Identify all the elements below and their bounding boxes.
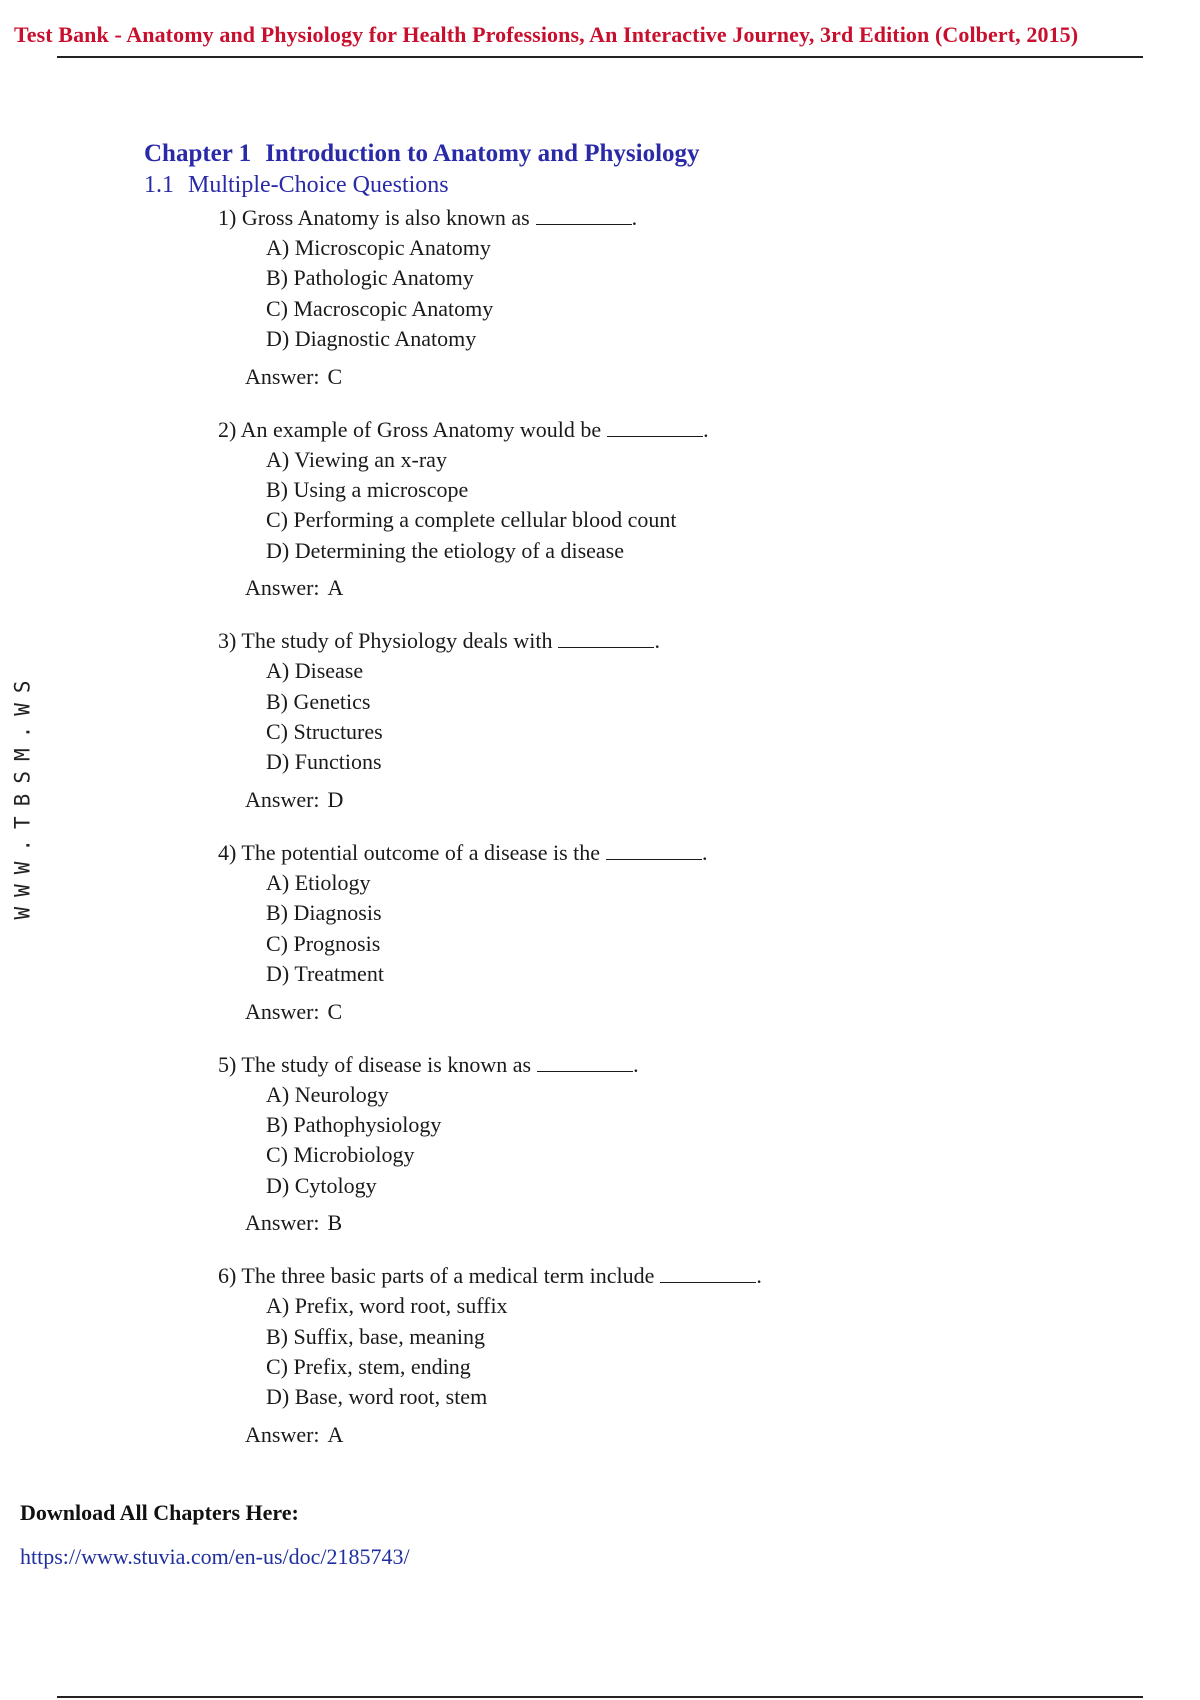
answer-blank [536, 204, 632, 225]
option: D) Functions [266, 749, 382, 775]
question-text: 3) The study of Physiology deals with [218, 628, 553, 654]
question-list [218, 203, 1018, 1473]
question-suffix: . [633, 1051, 639, 1077]
question-text: 1) Gross Anatomy is also known as [218, 205, 530, 230]
option: A) Neurology [266, 1081, 389, 1107]
question-text: 2) An example of Gross Anatomy would be [218, 416, 602, 442]
watermark-text: WWW.TBSM.WS [11, 670, 36, 920]
option: A) Prefix, word root, suffix [266, 1293, 508, 1319]
footer-divider [57, 1696, 1143, 1698]
answer-value: C [327, 363, 343, 389]
option-list [266, 656, 1018, 778]
answer-value: C [327, 998, 343, 1024]
option: C) Prefix, stem, ending [266, 1353, 471, 1379]
option: A) Viewing an x-ray [266, 446, 447, 472]
option: C) Structures [266, 719, 383, 745]
answer-blank [660, 1262, 756, 1283]
chapter-heading [144, 140, 700, 168]
option: D) Determining the etiology of a disease [266, 537, 625, 563]
question-suffix: . [631, 205, 638, 230]
answer-blank [607, 416, 703, 437]
answer-label: Answer: [245, 1421, 320, 1447]
option: A) Disease [266, 658, 364, 684]
answer-blank [558, 627, 654, 648]
question-item [218, 415, 1018, 603]
chapter-title: Introduction to Anatomy and Physiology [265, 140, 700, 167]
option-list [266, 1080, 1018, 1202]
document-header-title: Test Bank - Anatomy and Physiology for Health Professions, An Interactive Journey, 3rd Edition (Colbert, 2015) [14, 22, 1079, 47]
option-list [266, 868, 1018, 990]
question-item [218, 203, 1018, 391]
answer-label: Answer: [245, 1210, 320, 1236]
question-text: 5) The study of disease is known as [218, 1051, 532, 1077]
option: D) Treatment [266, 961, 384, 987]
answer-value: B [327, 1210, 343, 1236]
option: C) Macroscopic Anatomy [266, 295, 494, 321]
section-title: Multiple-Choice Questions [188, 172, 449, 198]
option: C) Prognosis [266, 930, 381, 956]
option: B) Diagnosis [266, 900, 382, 926]
option: B) Suffix, base, meaning [266, 1323, 485, 1349]
answer-value: A [327, 575, 344, 601]
answer-value: D [327, 786, 344, 812]
question-stem [218, 1050, 1018, 1080]
question-stem [218, 1261, 1018, 1291]
question-item [218, 1050, 1018, 1238]
question-suffix: . [756, 1263, 762, 1289]
option: B) Genetics [266, 688, 371, 714]
answer-line [245, 786, 1018, 814]
question-suffix: . [703, 416, 709, 442]
answer-line [245, 1209, 1018, 1237]
option-list [266, 233, 1018, 355]
option: C) Performing a complete cellular blood count [266, 507, 677, 533]
answer-label: Answer: [245, 363, 320, 389]
answer-label: Answer: [245, 786, 320, 812]
question-stem [218, 838, 1018, 868]
option: D) Diagnostic Anatomy [266, 326, 477, 352]
question-text: 4) The potential outcome of a disease is the [218, 839, 601, 865]
side-watermark [8, 615, 38, 975]
answer-line [245, 998, 1018, 1026]
question-item [218, 838, 1018, 1026]
option-list [266, 445, 1018, 567]
answer-label: Answer: [245, 998, 320, 1024]
question-suffix: . [654, 628, 660, 654]
option: B) Using a microscope [266, 477, 469, 503]
answer-line [245, 1421, 1018, 1449]
option: D) Base, word root, stem [266, 1384, 488, 1410]
option: B) Pathologic Anatomy [266, 265, 474, 291]
chapter-number: Chapter 1 [144, 140, 252, 167]
option: A) Etiology [266, 869, 371, 895]
download-label: Download All Chapters Here: [20, 1500, 299, 1525]
question-item [218, 626, 1018, 814]
answer-value: A [327, 1421, 344, 1447]
header-divider [57, 56, 1143, 58]
question-text: 6) The three basic parts of a medical term include [218, 1263, 655, 1289]
option-list [266, 1291, 1018, 1413]
download-link[interactable]: https://www.stuvia.com/en-us/doc/2185743/ [20, 1544, 410, 1569]
option: C) Microbiology [266, 1142, 415, 1168]
question-stem [218, 203, 1018, 233]
section-number: 1.1 [144, 172, 174, 198]
answer-line [245, 574, 1018, 602]
option: D) Cytology [266, 1172, 377, 1198]
question-item [218, 1261, 1018, 1449]
answer-line [245, 363, 1018, 391]
option: B) Pathophysiology [266, 1111, 442, 1137]
answer-blank [537, 1051, 633, 1072]
question-suffix: . [702, 839, 708, 865]
question-stem [218, 415, 1018, 445]
option: A) Microscopic Anatomy [266, 235, 491, 260]
answer-blank [606, 839, 702, 860]
section-heading [144, 172, 449, 199]
question-stem [218, 626, 1018, 656]
answer-label: Answer: [245, 575, 320, 601]
